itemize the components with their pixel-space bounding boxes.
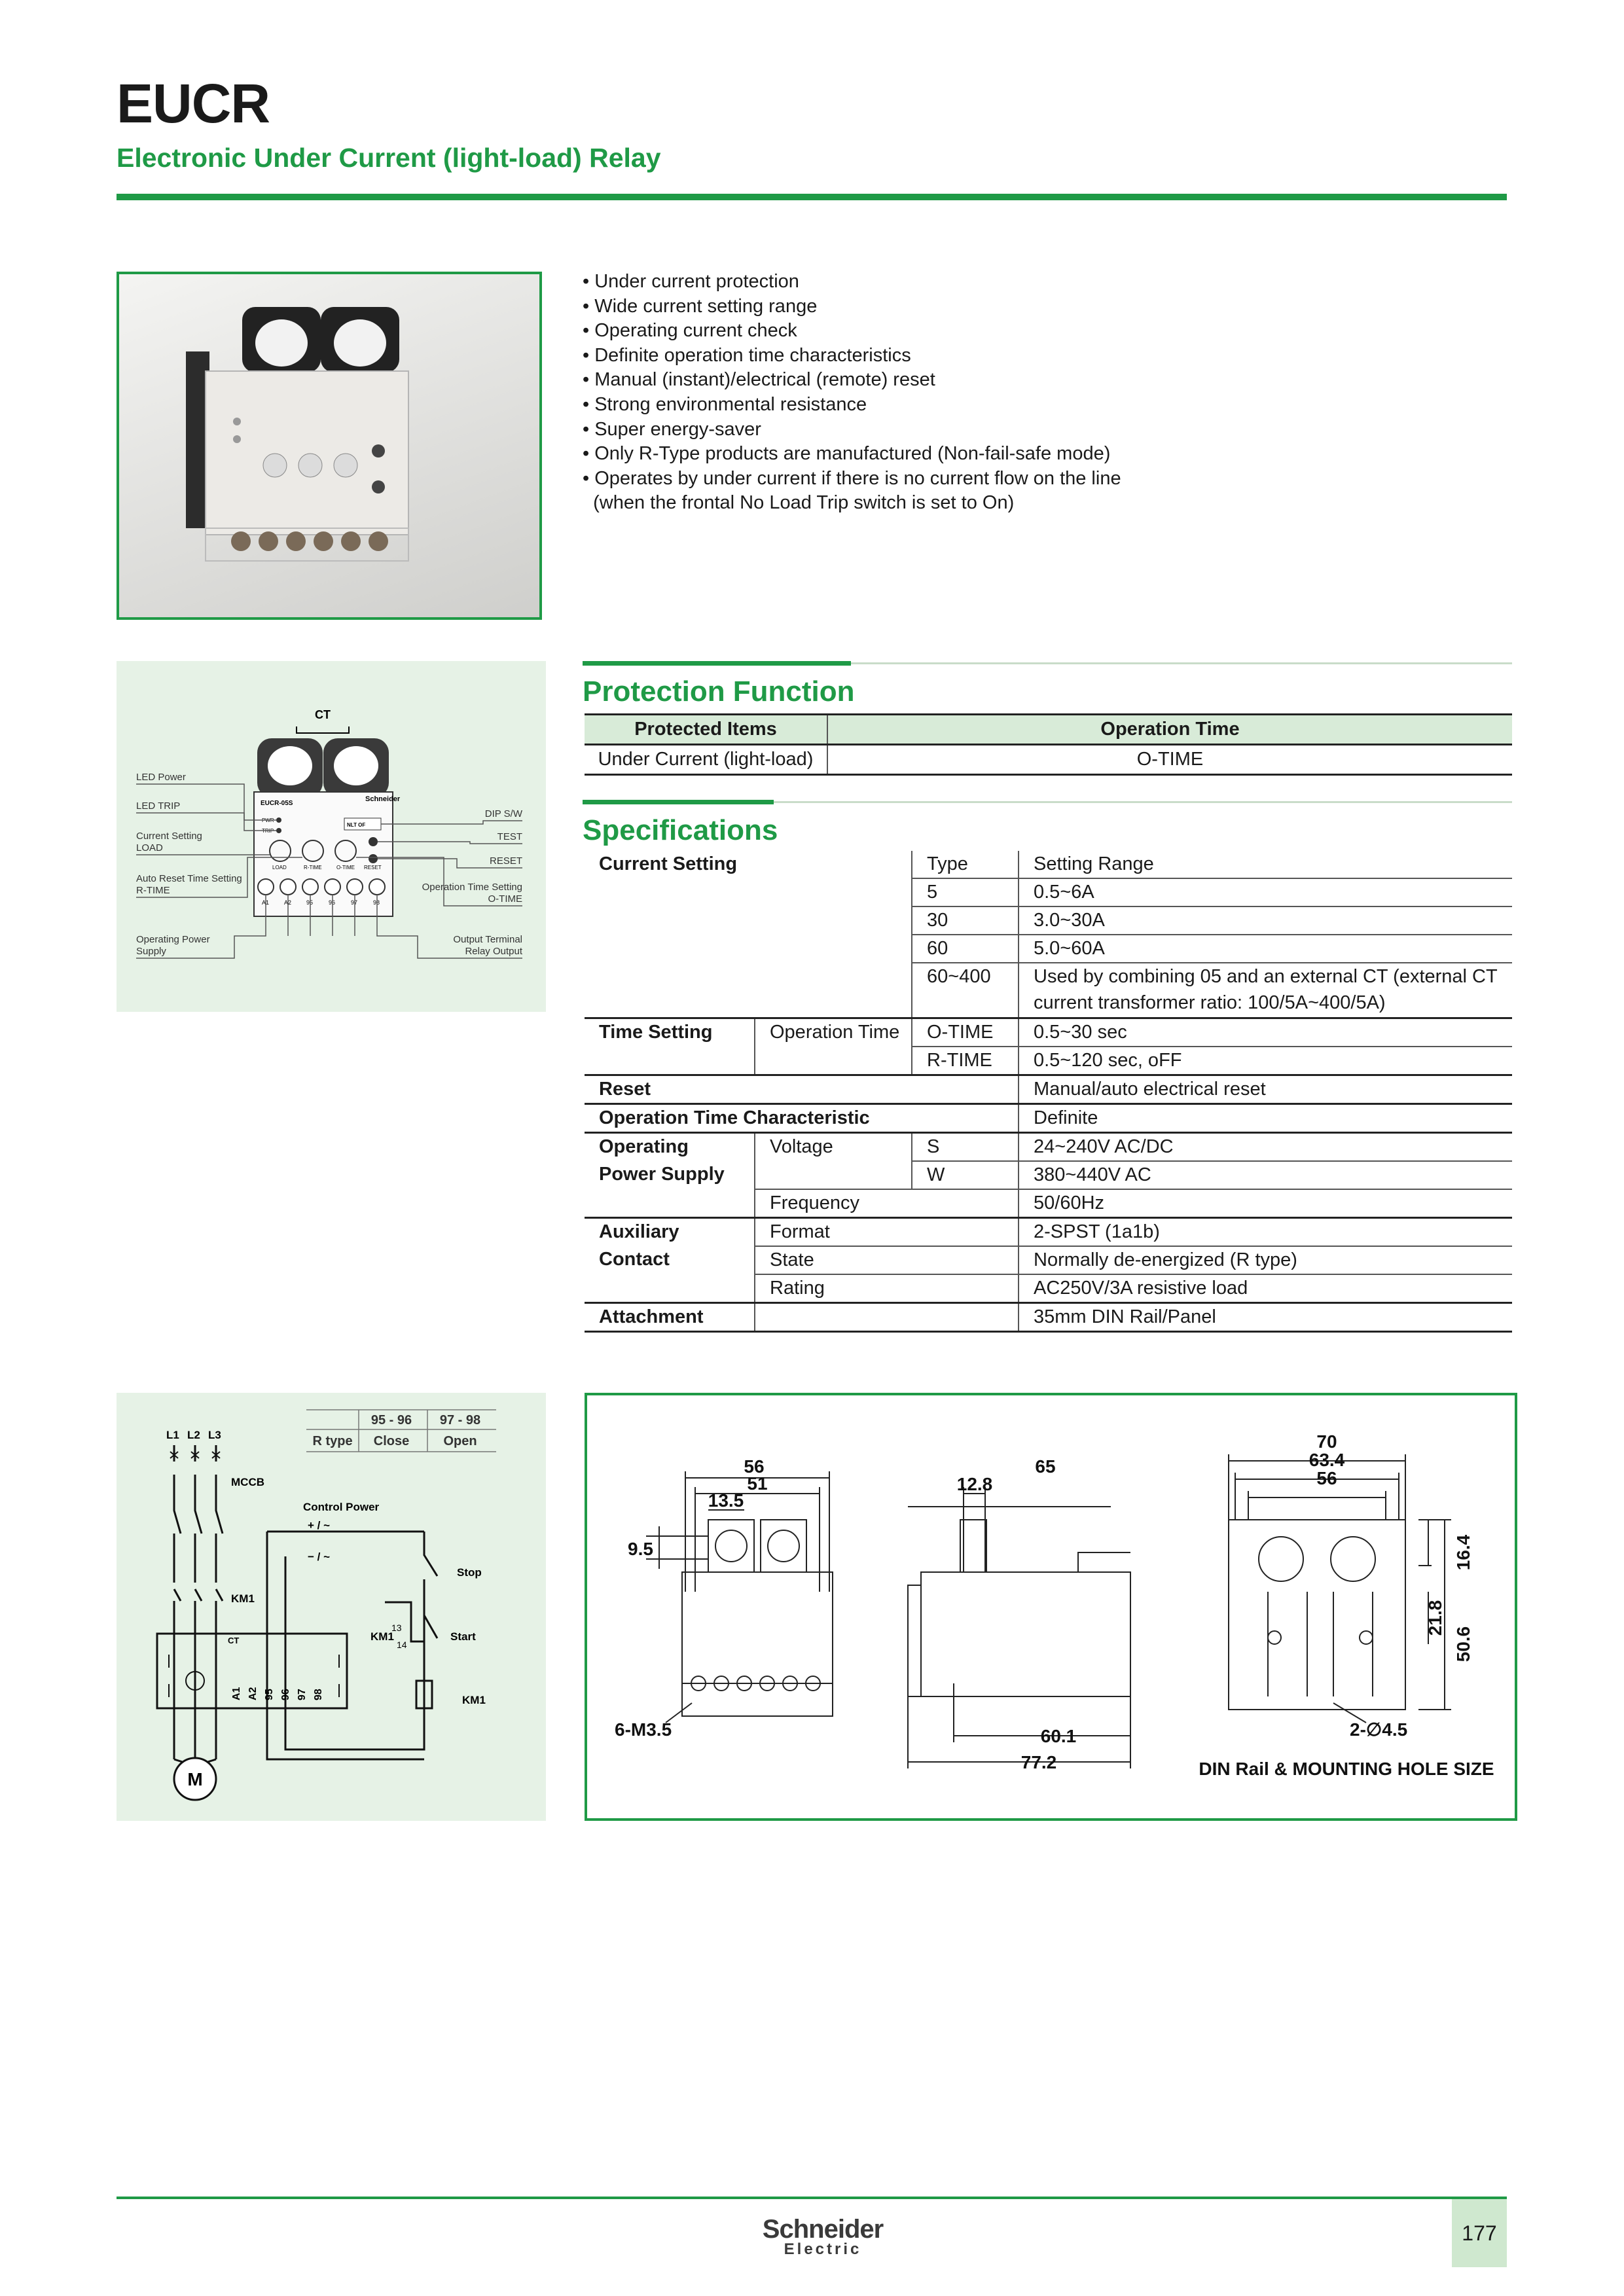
terminal-label: A1 xyxy=(262,899,270,906)
section-line xyxy=(851,662,1512,664)
protection-function-table xyxy=(585,713,1512,776)
dim-front-56: 56 xyxy=(744,1456,765,1477)
feature-item: • Strong environmental resistance xyxy=(583,393,867,415)
dim-side-12-8: 12.8 xyxy=(956,1474,993,1494)
front-panel-svg xyxy=(117,661,546,1012)
table-cell: Format xyxy=(755,1217,1019,1246)
table-cell: 24~240V AC/DC xyxy=(1019,1132,1512,1161)
column-header: Operation Time xyxy=(827,715,1512,745)
header-rule xyxy=(117,194,1507,200)
line-l1: L1 xyxy=(166,1429,179,1441)
contact-open: Open xyxy=(443,1434,477,1448)
led-power-label: LED Power xyxy=(136,772,186,783)
row-label: Operating xyxy=(599,1136,689,1157)
dim-rear-50-6: 50.6 xyxy=(1453,1626,1473,1662)
table-cell: Setting Range xyxy=(1019,851,1512,878)
contact-header: 97 - 98 xyxy=(439,1413,481,1427)
km1-coil-label: KM1 xyxy=(462,1694,486,1706)
terminal-label: 97 xyxy=(297,1689,308,1700)
table-cell: AC250V/3A resistive load xyxy=(1019,1274,1512,1303)
table-cell xyxy=(1019,963,1512,1018)
feature-item: (when the frontal No Load Trip switch is set to On) xyxy=(583,492,1015,514)
terminal-label: 95 xyxy=(264,1689,275,1700)
terminal-label: 96 xyxy=(329,899,336,906)
panel-brand: Schneider xyxy=(365,795,401,803)
table-cell: 5 xyxy=(912,878,1019,906)
reset-small-label: RESET xyxy=(364,865,382,870)
ct-label: CT xyxy=(228,1636,240,1645)
feature-item: • Only R-Type products are manufactured (Non-fail-safe mode) xyxy=(583,443,1111,465)
terminal-label: A2 xyxy=(284,899,292,906)
dim-rear-56: 56 xyxy=(1316,1468,1337,1488)
page-number: 177 xyxy=(1452,2199,1507,2267)
row-label: Attachment xyxy=(585,1302,755,1331)
line-l2: L2 xyxy=(187,1429,200,1441)
table-cell: 5.0~60A xyxy=(1019,935,1512,963)
table-cell: 30 xyxy=(912,906,1019,935)
table-cell: R-TIME xyxy=(912,1047,1019,1075)
current-setting-label: Current Setting xyxy=(136,831,202,842)
table-cell: Frequency xyxy=(755,1189,1019,1218)
table-cell: State xyxy=(755,1246,1019,1274)
feature-item: • Definite operation time characteristics xyxy=(583,344,911,366)
trip-label: TRIP xyxy=(262,828,274,834)
dim-rear-70: 70 xyxy=(1316,1431,1337,1452)
table-cell: 0.5~6A xyxy=(1019,878,1512,906)
table-cell: O-TIME xyxy=(912,1018,1019,1047)
test-label: TEST xyxy=(497,831,522,842)
dimensions-svg xyxy=(587,1395,1515,1818)
specifications-table xyxy=(585,851,1512,1333)
ext-ct-line1: Used by combining 05 and an external CT (external CT xyxy=(1034,966,1498,987)
wiring-svg xyxy=(117,1393,546,1821)
operation-time-setting-label: Operation Time Setting xyxy=(422,882,522,893)
section-bar xyxy=(583,661,851,666)
table-cell: Type xyxy=(912,851,1019,878)
feature-item: • Manual (instant)/electrical (remote) reset xyxy=(583,369,935,391)
model-label: EUCR-05S xyxy=(261,800,293,807)
minus-label: − / ~ xyxy=(308,1551,331,1563)
specifications-heading: Specifications xyxy=(583,814,778,846)
plus-label: + / ~ xyxy=(308,1519,331,1532)
terminal-label: 98 xyxy=(313,1689,324,1700)
dim-side-60-1: 60.1 xyxy=(1040,1726,1077,1746)
terminal-label: A1 xyxy=(231,1687,242,1700)
page-subtitle: Electronic Under Current (light-load) Relay xyxy=(117,143,661,173)
control-power-label: Control Power xyxy=(303,1501,380,1513)
operating-power-label: Operating Power xyxy=(136,934,210,945)
table-cell: Manual/auto electrical reset xyxy=(1019,1075,1512,1103)
terminal-label: 96 xyxy=(280,1689,291,1700)
table-cell: 0.5~30 sec xyxy=(1019,1018,1512,1047)
section-line xyxy=(774,801,1512,803)
table-cell: Operation Time xyxy=(755,1018,912,1047)
dim-rear-63-4: 63.4 xyxy=(1308,1450,1345,1470)
rtime-label: R-TIME xyxy=(304,865,322,870)
table-cell: Definite xyxy=(1019,1103,1512,1132)
start-label: Start xyxy=(450,1630,476,1643)
dimensions-caption: DIN Rail & MOUNTING HOLE SIZE xyxy=(1199,1759,1494,1779)
contact-header: 95 - 96 xyxy=(370,1413,412,1427)
reset-label: RESET xyxy=(489,855,522,867)
dim-rear-21-8: 21.8 xyxy=(1425,1600,1445,1636)
table-cell: Normally de-energized (R type) xyxy=(1019,1246,1512,1274)
auto-reset-label: Auto Reset Time Setting xyxy=(136,873,242,884)
contact-close: Close xyxy=(373,1434,410,1448)
section-bar xyxy=(583,800,774,804)
schneider-logo xyxy=(754,2215,892,2259)
dim-rear-holes: 2-∅4.5 xyxy=(1350,1719,1408,1740)
wiring-diagram xyxy=(117,1393,546,1821)
km1-aux-label: KM1 xyxy=(370,1630,394,1643)
front-panel-diagram xyxy=(117,661,546,1012)
dimensions-diagram xyxy=(585,1393,1517,1821)
row-label: Contact xyxy=(599,1248,670,1270)
line-l3: L3 xyxy=(208,1429,221,1441)
table-cell: 60~400 xyxy=(912,963,1019,1018)
footer-rule xyxy=(117,2197,1507,2199)
product-photo xyxy=(117,272,542,620)
row-label: Operation Time Characteristic xyxy=(585,1103,1019,1132)
logo-sub: Electric xyxy=(784,2240,862,2258)
otime-callout: O-TIME xyxy=(488,893,522,905)
dim-side-65: 65 xyxy=(1035,1456,1056,1477)
row-label: Power Supply xyxy=(599,1163,725,1185)
load-callout: LOAD xyxy=(136,842,163,853)
table-cell: Voltage xyxy=(755,1132,912,1161)
ct-label: CT xyxy=(315,708,331,721)
table-cell: 380~440V AC xyxy=(1019,1161,1512,1189)
terminal-label: 97 xyxy=(351,899,358,906)
motor-label: M xyxy=(187,1769,203,1789)
terminal-14: 14 xyxy=(397,1640,407,1650)
supply-label: Supply xyxy=(136,946,166,957)
feature-item: • Under current protection xyxy=(583,271,799,292)
table-cell: 60 xyxy=(912,935,1019,963)
page-title: EUCR xyxy=(117,73,270,134)
output-terminal-label: Output Terminal xyxy=(453,934,522,945)
protection-function-heading: Protection Function xyxy=(583,675,855,708)
load-label: LOAD xyxy=(272,865,287,870)
row-label: Time Setting xyxy=(599,1021,713,1043)
dim-front-9-5: 9.5 xyxy=(628,1539,653,1559)
terminal-label: A2 xyxy=(247,1687,259,1700)
feature-list xyxy=(583,270,1499,516)
dim-rear-16-4: 16.4 xyxy=(1453,1534,1473,1571)
logo-brand: Schneider xyxy=(762,2215,884,2244)
row-label: Reset xyxy=(585,1075,1019,1103)
nlt-label: NLT OF xyxy=(347,822,366,828)
table-cell: 0.5~120 sec, oFF xyxy=(1019,1047,1512,1075)
otime-label: O-TIME xyxy=(336,865,355,870)
ext-ct-line2: current transformer ratio: 100/5A~400/5A) xyxy=(1034,992,1386,1013)
dim-side-77-2: 77.2 xyxy=(1020,1752,1057,1772)
row-label: Auxiliary xyxy=(599,1221,679,1242)
table-cell: 35mm DIN Rail/Panel xyxy=(1019,1302,1512,1331)
table-cell: 2-SPST (1a1b) xyxy=(1019,1217,1512,1246)
table-cell: 3.0~30A xyxy=(1019,906,1512,935)
table-cell: S xyxy=(912,1132,1019,1161)
feature-item: • Operating current check xyxy=(583,320,797,342)
mccb-label: MCCB xyxy=(231,1476,264,1488)
relay-output-label: Relay Output xyxy=(465,946,522,957)
dim-front-13-5: 13.5 xyxy=(708,1490,744,1511)
feature-item: • Operates by under current if there is no current flow on the line xyxy=(583,467,1121,489)
relay-illustration xyxy=(119,274,539,617)
terminal-13: 13 xyxy=(391,1623,402,1633)
table-cell: Rating xyxy=(755,1274,1019,1303)
led-trip-label: LED TRIP xyxy=(136,800,181,812)
r-type-label: R type xyxy=(312,1434,353,1448)
dim-front-holes: 6-M3.5 xyxy=(615,1719,672,1740)
row-label: Current Setting xyxy=(599,853,738,874)
terminal-label: 95 xyxy=(306,899,314,906)
pwr-label: PWR xyxy=(262,817,274,823)
stop-label: Stop xyxy=(457,1566,482,1579)
table-cell: 50/60Hz xyxy=(1019,1189,1512,1218)
table-cell: Under Current (light-load) xyxy=(585,745,827,775)
table-cell: O-TIME xyxy=(827,745,1512,775)
table-cell: W xyxy=(912,1161,1019,1189)
km1-label: KM1 xyxy=(231,1592,255,1605)
feature-item: • Super energy-saver xyxy=(583,418,761,440)
rtime-callout: R-TIME xyxy=(136,885,170,896)
terminal-label: 98 xyxy=(373,899,380,906)
dim-front-51: 51 xyxy=(747,1473,768,1494)
feature-item: • Wide current setting range xyxy=(583,295,818,317)
column-header: Protected Items xyxy=(585,715,827,745)
dip-switch-label: DIP S/W xyxy=(484,808,522,819)
